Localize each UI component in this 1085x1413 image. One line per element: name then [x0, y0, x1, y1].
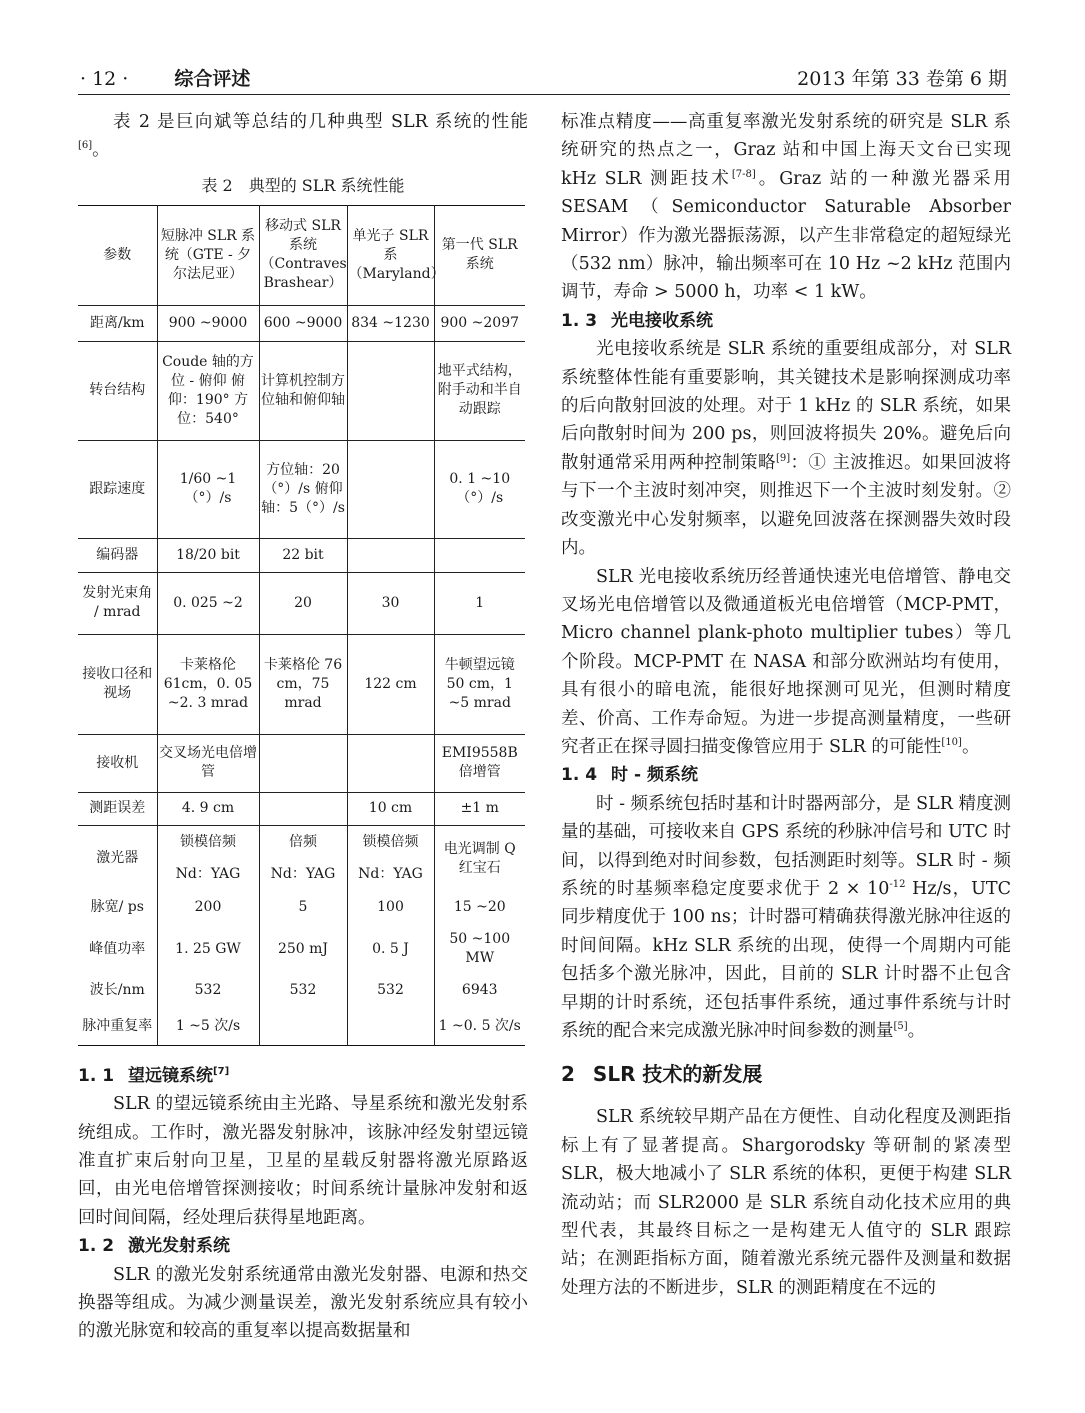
table-cell — [347, 440, 434, 538]
table-caption: 表 2 典型的 SLR 系统性能 — [201, 175, 405, 195]
paragraph: SLR 系统较早期产品在方便性、自动化程度及测距指标上有了显著提高。Shargorodsky 等研制的紧凑型 SLR，极大地减小了 SLR 系统的体积，更便于构建 SLR 流动站；而 SLR2000 是 SLR 系统自动化技术应用的典型代表，其最终目标之一是构建无人值守的 SLR 跟踪站；在测距指标方面，随着激光系统元器件及测量和数据处理方法的不断进步，SLR 的测距精度在不远的 — [561, 1107, 1011, 1298]
table-cell: 编码器 — [78, 538, 157, 572]
table-header-cell: 移动式 SLR 系统（Contraves Brashear） — [259, 205, 347, 305]
table-cell: 转台结构 — [78, 341, 157, 440]
table-cell: 发射光束角 / mrad — [78, 572, 157, 634]
citation: [5] — [893, 1021, 908, 1032]
table-header-cell: 单光子 SLR 系（Maryland） — [347, 205, 434, 305]
table-cell: 5 — [259, 891, 347, 924]
table-cell: 10 cm — [347, 792, 434, 825]
table-cell: 倍频 — [259, 825, 347, 858]
chapter-heading: 2 SLR 技术的新发展 — [561, 1062, 763, 1087]
exponent: -12 — [889, 878, 906, 890]
table-intro: 表 2 是巨向斌等总结的几种典型 SLR 系统的性能[6]。 — [78, 112, 528, 161]
table-cell: 15 ~20 — [434, 891, 525, 924]
table-cell: 交叉场光电倍增管 — [157, 734, 259, 792]
section-heading: 1. 1 望远镜系统[7] — [78, 1065, 230, 1086]
table-cell: 900 ~2097 — [434, 305, 525, 341]
table-row-laser — [78, 825, 525, 858]
table-cell: 6943 — [434, 974, 525, 1007]
table-cell: 锁模倍频 — [347, 825, 434, 858]
table-row — [78, 974, 525, 1007]
table-row — [78, 634, 525, 734]
table-cell: 250 mJ — [259, 924, 347, 974]
table-cell — [259, 792, 347, 825]
table-cell: 1 — [434, 572, 525, 634]
table-cell: 牛顿望远镜 50 cm，1 ~5 mrad — [434, 634, 525, 734]
table-cell: 激光器 — [78, 825, 157, 891]
table-row — [78, 440, 525, 538]
table-cell: 卡莱格伦 76 cm，75 mrad — [259, 634, 347, 734]
table-cell: 18/20 bit — [157, 538, 259, 572]
table-cell: 电光调制 Q 红宝石 — [434, 825, 525, 891]
table-cell — [259, 734, 347, 792]
table-row — [78, 305, 525, 341]
table-cell: ±1 m — [434, 792, 525, 825]
table-cell: 122 cm — [347, 634, 434, 734]
table-cell: 1 ~5 次/s — [157, 1007, 259, 1045]
table-header-cell: 第一代 SLR 系统 — [434, 205, 525, 305]
section-name: 综合评述 — [174, 68, 251, 90]
table-cell — [347, 341, 434, 440]
table-row — [78, 572, 525, 634]
table-row — [78, 1007, 525, 1045]
table-cell: 532 — [347, 974, 434, 1007]
table-row — [78, 734, 525, 792]
section-heading: 1. 3 光电接收系统 — [561, 310, 714, 331]
header-rule — [78, 94, 1010, 95]
table-cell — [347, 538, 434, 572]
slr-performance-table — [78, 205, 525, 1046]
table-cell — [259, 1007, 347, 1045]
table-header-row — [78, 205, 525, 305]
table-header-cell: 参数 — [78, 205, 157, 305]
table-cell: 834 ~1230 — [347, 305, 434, 341]
journal-issue: 2013 年第 33 卷第 6 期 — [797, 68, 1007, 90]
paragraph: 光电接收系统是 SLR 系统的重要组成部分，对 SLR 系统整体性能有重要影响，其关键技术是影响探测成功率的后向散射回波的处理。对于 1 kHz 的 SLR 系统，如果后向散射时间为 200 ps，则回波将损失 20%。避免后向散射通常采用两种控制策略[9]：① 主波推迟。如果回波将与下一个主波时刻冲突，则推迟下一个主波时刻发射。②改变激光中心发射频率，以避免回波落在探测器失效时段内。 — [561, 339, 1012, 559]
section-heading: 1. 2 激光发射系统 — [78, 1236, 231, 1257]
table-cell: Coude 轴的方位 - 俯仰 俯仰：190° 方位：540° — [157, 341, 259, 440]
table-cell: EMI9558B 倍增管 — [434, 734, 525, 792]
table-cell: Nd：YAG — [347, 858, 434, 891]
table-cell — [434, 538, 525, 572]
table-row — [78, 891, 525, 924]
table-cell: 接收机 — [78, 734, 157, 792]
table-cell: 20 — [259, 572, 347, 634]
table-cell: 600 ~9000 — [259, 305, 347, 341]
left-column — [78, 108, 528, 1346]
table-cell: 100 — [347, 891, 434, 924]
paragraph: SLR 光电接收系统历经普通快速光电倍增管、静电交叉场光电倍增管以及微通道板光电倍增管（MCP-PMT，Micro channel plank-photo multiplier tubes）等几个阶段。MCP-PMT 在 NASA 和部分欧洲站均有使用，具有很小的暗电流，能很好地探测可见光，但测时精度差、价高、工作寿命短。为进一步提高测量精度，一些研究者正在探寻圆扫描变像管应用于 SLR 的可能性[10]。 — [561, 566, 1011, 757]
table-cell: 900 ~9000 — [157, 305, 259, 341]
table-cell: 计算机控制方位轴和俯仰轴 — [259, 341, 347, 440]
paragraph: SLR 的激光发射系统通常由激光发射器、电源和热交换器等组成。为减少测量误差，激光发射系统应具有较小的激光脉宽和较高的重复率以提高数据量和 — [78, 1264, 528, 1342]
table-row — [78, 924, 525, 974]
table-cell: 1/60 ~1（°）/s — [157, 440, 259, 538]
table-row — [78, 538, 525, 572]
table-cell: 测距误差 — [78, 792, 157, 825]
table-cell: 卡莱格伦 61cm，0. 05 ~2. 3 mrad — [157, 634, 259, 734]
table-cell: 532 — [157, 974, 259, 1007]
citation: [10] — [941, 736, 962, 748]
table-cell: Nd：YAG — [157, 858, 259, 891]
paragraph: 时 - 频系统包括时基和计时器两部分，是 SLR 精度测量的基础，可接收来自 GPS 系统的秒脉冲信号和 UTC 时间，以得到绝对时间参数，包括测距时刻等。SLR 时 - 频系统的时基频率稳定度要求优于 $2 \times 10^{-12}$ Hz/s，UTC 同步精度优于 100 ns；计时器可精确获得激光脉冲往返的时间间隔。kHz SLR 系统的出现，使得一个周期内可能包括多个激光脉冲，因此，目前的 SLR 计时器不止包含早期的计时系统，还包括事件系统，通过事件系统与计时系统的配合来完成激光脉冲时间参数的测量[5]。 — [561, 793, 1011, 1041]
citation: [7] — [213, 1065, 230, 1077]
table-header-cell: 短脉冲 SLR 系统（GTE - 夕尔法尼亚） — [157, 205, 259, 305]
table-cell: 脉冲重复率 — [78, 1007, 157, 1045]
table-cell: Nd：YAG — [259, 858, 347, 891]
running-header-left — [80, 64, 250, 91]
table-cell: 1 ~0. 5 次/s — [434, 1007, 525, 1045]
table-cell: 地平式结构，附手动和半自动跟踪 — [434, 341, 525, 440]
paragraph: SLR 的望远镜系统由主光路、导星系统和激光发射系统组成。工作时，激光器发射脉冲，该脉冲经发射望远镜准直扩束后射向卫星，卫星的星载反射器将激光原路返回，由光电倍增管探测接收；时间系统计量脉冲发射和返回时间间隔，经处理后获得星地距离。 — [78, 1094, 528, 1228]
table-cell: 接收口径和视场 — [78, 634, 157, 734]
table-cell: 200 — [157, 891, 259, 924]
table-cell: 脉宽/ ps — [78, 891, 157, 924]
table-row — [78, 792, 525, 825]
table-cell: 0. 5 J — [347, 924, 434, 974]
table-cell: 1. 25 GW — [157, 924, 259, 974]
table-cell — [347, 1007, 434, 1045]
table-cell: 50 ~100 MW — [434, 924, 525, 974]
table-cell: 30 — [347, 572, 434, 634]
table-cell: 峰值功率 — [78, 924, 157, 974]
table-cell: 0. 1 ~10（°）/s — [434, 440, 525, 538]
table-cell: 锁模倍频 — [157, 825, 259, 858]
citation: [9] — [775, 452, 791, 464]
citation: [6] — [78, 140, 93, 152]
table-cell: 距离/km — [78, 305, 157, 341]
table-cell: 波长/nm — [78, 974, 157, 1007]
table-cell: 方位轴：20（°）/s 俯仰轴：5（°）/s — [259, 440, 347, 538]
table-cell: 22 bit — [259, 538, 347, 572]
table-cell: 532 — [259, 974, 347, 1007]
section-heading: 1. 4 时 - 频系统 — [561, 765, 698, 786]
paragraph: 标准点精度——高重复率激光发射系统的研究是 SLR 系统研究的热点之一，Graz 站和中国上海天文台已实现 kHz SLR 测距技术[7-8]。Graz 站的一种激光器采用 SESAM（Semiconductor Saturable Absorber Mirror）作为激光器振荡源，以产生非常稳定的超短绿光（532 nm）脉冲，输出频率可在 10 Hz ~2 kHz 范围内调节，寿命 > 5000 h，功率 < 1 kW。 — [561, 112, 1012, 303]
page-number: · 12 · — [80, 68, 129, 90]
table-cell: 0. 025 ~2 — [157, 572, 259, 634]
right-column — [561, 108, 1011, 1302]
table-row — [78, 341, 525, 440]
table-cell — [347, 734, 434, 792]
citation: [7-8] — [731, 168, 756, 180]
table-cell: 4. 9 cm — [157, 792, 259, 825]
table-cell: 跟踪速度 — [78, 440, 157, 538]
